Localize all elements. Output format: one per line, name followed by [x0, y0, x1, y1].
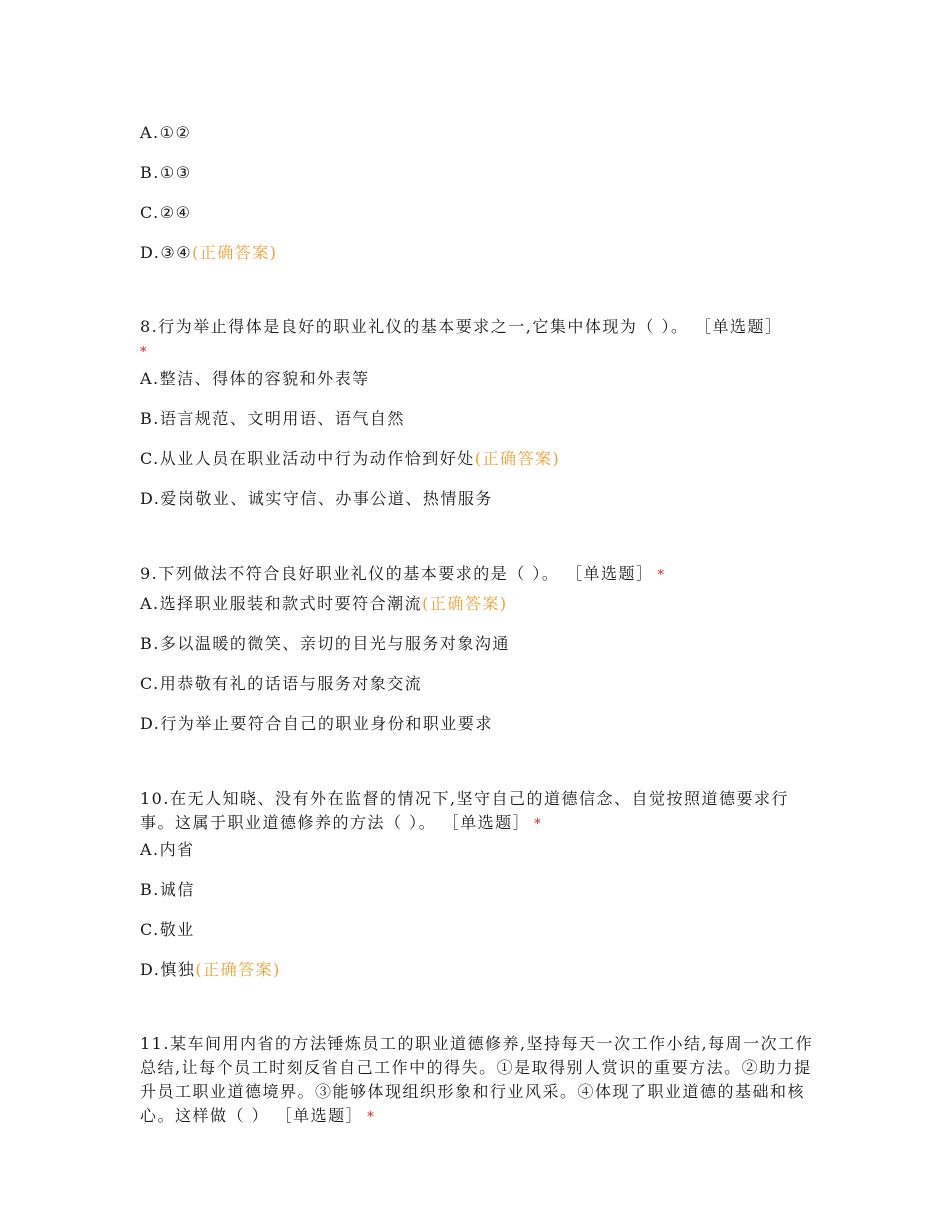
q7-option-a: A.①② [140, 123, 192, 142]
q10-stem: 10.在无人知晓、没有外在监督的情况下,坚守自己的道德信念、自觉按照道德要求行事。这属于职业道德修养的方法（ ）。 ［单选题］ * [140, 789, 790, 832]
q8-stem: 8.行为举止得体是良好的职业礼仪的基本要求之一,它集中体现为（ ）。 ［单选题］ * [140, 317, 783, 360]
q8-option-a: A.整洁、得体的容貌和外表等 [140, 369, 370, 388]
correct-answer-tag: (正确答案) [192, 243, 278, 262]
q8-option-c: C.从业人员在职业活动中行为动作恰到好处(正确答案) [140, 449, 561, 468]
q8-option-b: B.语言规范、文明用语、语气自然 [140, 409, 405, 428]
required-mark: * [534, 817, 543, 832]
required-mark: * [140, 345, 148, 360]
q7-option-d: D.③④(正确答案) [140, 243, 278, 262]
correct-answer-tag: (正确答案) [422, 594, 508, 613]
q10-option-c: C.敬业 [140, 920, 195, 939]
correct-answer-tag: (正确答案) [474, 449, 561, 468]
required-mark: * [657, 568, 666, 583]
q10-option-a: A.内省 [140, 840, 195, 859]
q9-stem: 9.下列做法不符合良好职业礼仪的基本要求的是（ ）。 ［单选题］ * [140, 564, 666, 583]
correct-answer-tag: (正确答案) [195, 960, 281, 979]
q7-option-c: C.②④ [140, 203, 192, 222]
q9-option-c: C.用恭敬有礼的话语与服务对象交流 [140, 674, 423, 693]
q10-option-b: B.诚信 [140, 880, 195, 899]
q11-stem: 11.某车间用内省的方法锤炼员工的职业道德修养,坚持每天一次工作小结,每周一次工作总结,让每个员工时刻反省自己工作中的得失。①是取得别人赏识的重要方法。②助力提升员工职业道德境界。③能够体现组织形象和行业风采。④体现了职业道德的基础和核心。这样做（ ） ［单选题］ * [140, 1034, 814, 1125]
q7-option-b: B.①③ [140, 163, 192, 182]
q9-option-d: D.行为举止要符合自己的职业身份和职业要求 [140, 714, 493, 733]
q9-option-b: B.多以温暖的微笑、亲切的目光与服务对象沟通 [140, 634, 510, 653]
q10-option-d: D.慎独(正确答案) [140, 960, 281, 979]
required-mark: * [367, 1110, 376, 1125]
q9-option-a: A.选择职业服装和款式时要符合潮流(正确答案) [140, 594, 508, 613]
q8-option-d: D.爱岗敬业、诚实守信、办事公道、热情服务 [140, 489, 493, 508]
